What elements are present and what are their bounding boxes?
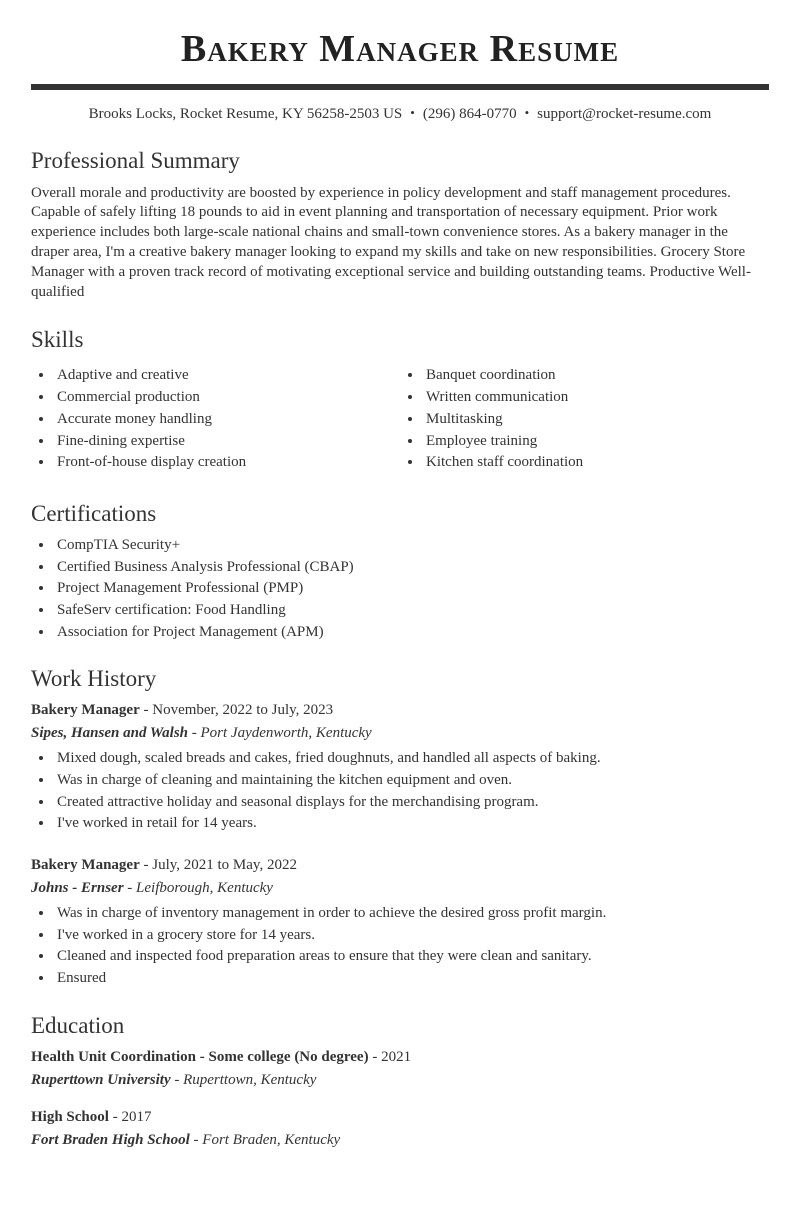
certification-item: • Project Management Professional (PMP)	[54, 580, 769, 598]
skill-item: • Front-of-house display creation	[54, 454, 400, 472]
certification-item: • Association for Project Management (APM)	[54, 624, 769, 642]
skill-item: • Accurate money handling	[54, 411, 400, 429]
job-bullet: • Was in charge of inventory management in order to achieve the desired gross profit margin.	[54, 905, 769, 923]
job-dates: July, 2021 to May, 2022	[152, 857, 297, 874]
certifications-list	[31, 537, 769, 641]
certification-item: • Certified Business Analysis Professional (CBAP)	[54, 559, 769, 577]
work-history-heading: Work History	[31, 666, 157, 692]
dash-separator: -	[123, 880, 137, 897]
contact-line	[31, 106, 769, 123]
education-location: Ruperttown, Kentucky	[183, 1071, 317, 1088]
education-year: 2017	[121, 1108, 152, 1125]
contact-email: support@rocket-resume.com	[537, 105, 712, 122]
education-year: 2021	[381, 1048, 412, 1065]
job-bullet-list	[31, 905, 769, 988]
dash-separator: -	[368, 1048, 382, 1065]
title-divider	[31, 84, 769, 90]
education-school-line	[31, 1072, 769, 1089]
skills-columns	[31, 363, 769, 475]
skill-item: • Kitchen staff coordination	[423, 454, 769, 472]
job-title: Bakery Manager	[31, 857, 140, 874]
contact-address: Brooks Locks, Rocket Resume, KY 56258-2503 US	[88, 105, 403, 122]
skills-list-right	[400, 367, 769, 475]
skill-item: • Commercial production	[54, 389, 400, 407]
job-entry	[31, 702, 769, 833]
dash-separator: -	[139, 702, 153, 719]
education-degree-line	[31, 1109, 769, 1126]
job-title: Bakery Manager	[31, 702, 140, 719]
job-bullet: • Created attractive holiday and seasonal displays for the merchandising program.	[54, 794, 769, 812]
skill-item: • Multitasking	[423, 411, 769, 429]
certifications-heading: Certifications	[31, 500, 157, 526]
job-bullet: • Cleaned and inspected food preparation areas to ensure that they were clean and sanitary.	[54, 948, 769, 966]
dash-separator: -	[139, 857, 153, 874]
education-degree-line	[31, 1049, 769, 1066]
certification-item: • SafeServ certification: Food Handling	[54, 602, 769, 620]
job-bullet: • Was in charge of cleaning and maintaining the kitchen equipment and oven.	[54, 772, 769, 790]
job-title-line	[31, 857, 769, 874]
dash-separator: -	[170, 1071, 184, 1088]
job-bullet: • Ensured	[54, 970, 769, 988]
education-entry	[31, 1049, 769, 1089]
education-school: Fort Braden High School	[31, 1131, 190, 1148]
education-school: Ruperttown University	[31, 1071, 171, 1088]
job-company-line	[31, 725, 769, 742]
separator-dot: •	[410, 104, 415, 120]
summary-text: Overall morale and productivity are boosted by experience in policy development and staff management procedures. Capable of safely lifting 18 pounds to aid in event planning and transportation of necessary equipment. Prior work experience includes both large-scale national chains and small-town convenience stores. As a bakery manager in the draper area, I'm a creative bakery manager looking to expand my skills and take on new responsibilities. Grocery Store Manager with a proven track record of motivating exceptional service and building outstanding teams. Productive Well-qualified	[31, 184, 751, 300]
job-bullet: • I've worked in retail for 14 years.	[54, 815, 769, 833]
education-entry	[31, 1109, 769, 1149]
job-company: Sipes, Hansen and Walsh	[31, 725, 188, 742]
education-heading: Education	[31, 1012, 125, 1038]
skill-item: • Written communication	[423, 389, 769, 407]
job-bullet: • Mixed dough, scaled breads and cakes, fried doughnuts, and handled all aspects of baking.	[54, 750, 769, 768]
job-company-line	[31, 880, 769, 897]
job-company: Johns - Ernser	[31, 880, 124, 897]
certification-item: • CompTIA Security+	[54, 537, 769, 555]
education-school-line	[31, 1132, 769, 1149]
skills-list-left	[31, 367, 400, 475]
dash-separator: -	[188, 725, 201, 742]
education-degree: High School	[31, 1108, 109, 1125]
skill-item: • Banquet coordination	[423, 367, 769, 385]
separator-dot: •	[524, 104, 530, 120]
job-bullet-list	[31, 750, 769, 833]
education-location: Fort Braden, Kentucky	[202, 1131, 341, 1148]
job-dates: November, 2022 to July, 2023	[152, 702, 334, 719]
education-degree: Health Unit Coordination - Some college (No degree)	[31, 1048, 369, 1065]
skill-item: • Fine-dining expertise	[54, 433, 400, 451]
dash-separator: -	[108, 1108, 122, 1125]
job-entry	[31, 857, 769, 988]
job-title-line	[31, 702, 769, 719]
dash-separator: -	[189, 1131, 203, 1148]
skill-item: • Adaptive and creative	[54, 367, 400, 385]
job-location: Port Jaydenworth, Kentucky	[200, 725, 372, 742]
page-title: Bakery Manager Resume	[180, 28, 620, 70]
contact-phone: (296) 864-0770	[422, 105, 517, 122]
job-location: Leifborough, Kentucky	[136, 880, 273, 897]
job-bullet: • I've worked in a grocery store for 14 years.	[54, 927, 769, 945]
skills-heading: Skills	[31, 327, 84, 353]
summary-heading: Professional Summary	[31, 147, 240, 173]
skill-item: • Employee training	[423, 433, 769, 451]
